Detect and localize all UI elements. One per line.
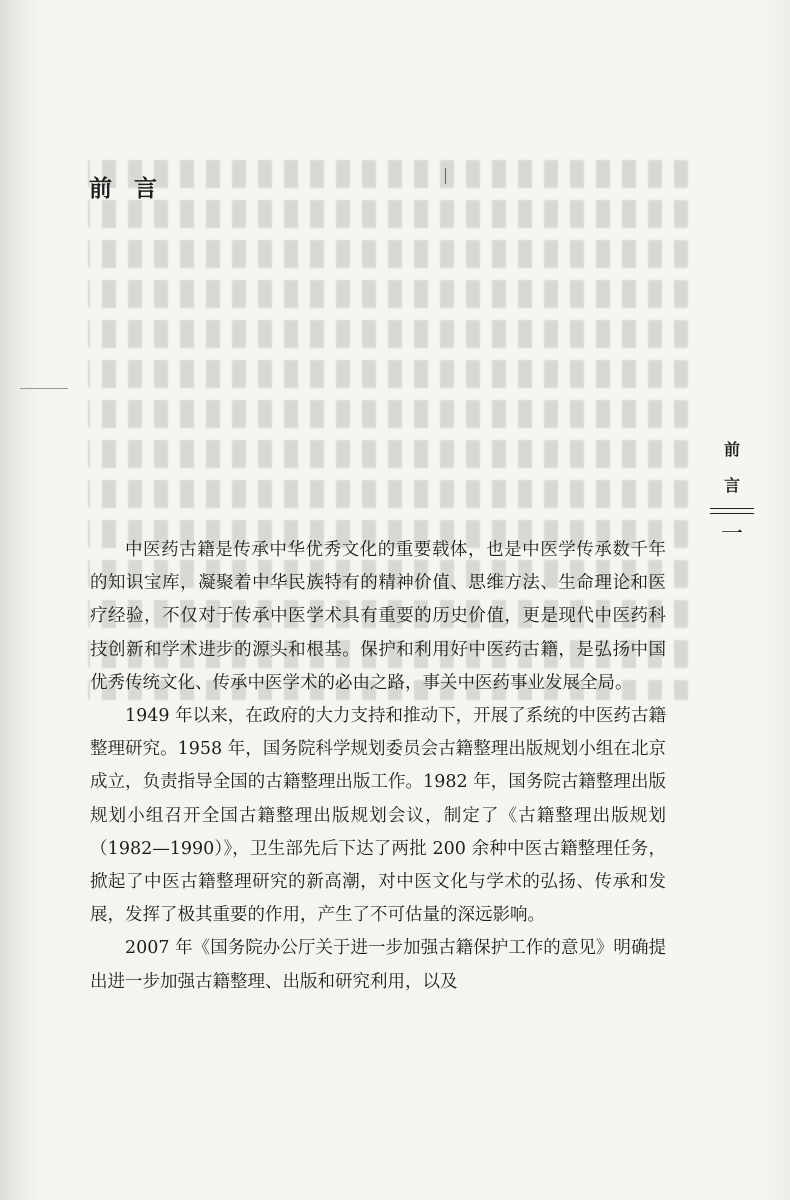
page-number: 一 [720, 522, 743, 547]
edge-mark [20, 388, 68, 389]
paragraph-3: 2007 年《国务院办公厅关于进一步加强古籍保护工作的意见》明确提出进一步加强古籍整理、出版和研究利用，以及 [90, 938, 666, 992]
running-head-char-2: 言 [723, 476, 740, 495]
chapter-title: 前 言 [89, 175, 165, 202]
paragraph-2: 1949 年以来，在政府的大力支持和推动下，开展了系统的中医药古籍整理研究。1958 年，国务院科学规划委员会古籍整理出版规划小组在北京成立，负责指导全国的古籍整理出版工作。1982 年，国务院古籍整理出版规划小组召开全国古籍整理出版规划会议，制定了《古籍整理出版规划（1982—1990）》，卫生部先后下达了两批 200 余种中医古籍整理任务，掀起了中医古籍整理研究的新高潮，对中医文化与学术的弘扬、传承和发展，发挥了极其重要的作用，产生了不可估量的深远影响。 [90, 706, 666, 926]
running-head [712, 432, 752, 556]
body-text [90, 534, 666, 999]
paragraph-1: 中医药古籍是传承中华优秀文化的重要载体，也是中医学传承数千年的知识宝库，凝聚着中华民族特有的精神价值、思维方法、生命理论和医疗经验，不仅对于传承中医学术具有重要的历史价值，更是现代中医药科技创新和学术进步的源头和根基。保护和利用好中医药古籍，是弘扬中国优秀传统文化、传承中医学术的必由之路，事关中医药事业发展全局。 [90, 540, 666, 693]
running-head-char-1: 前 [723, 440, 740, 459]
fold-mark [445, 168, 446, 184]
